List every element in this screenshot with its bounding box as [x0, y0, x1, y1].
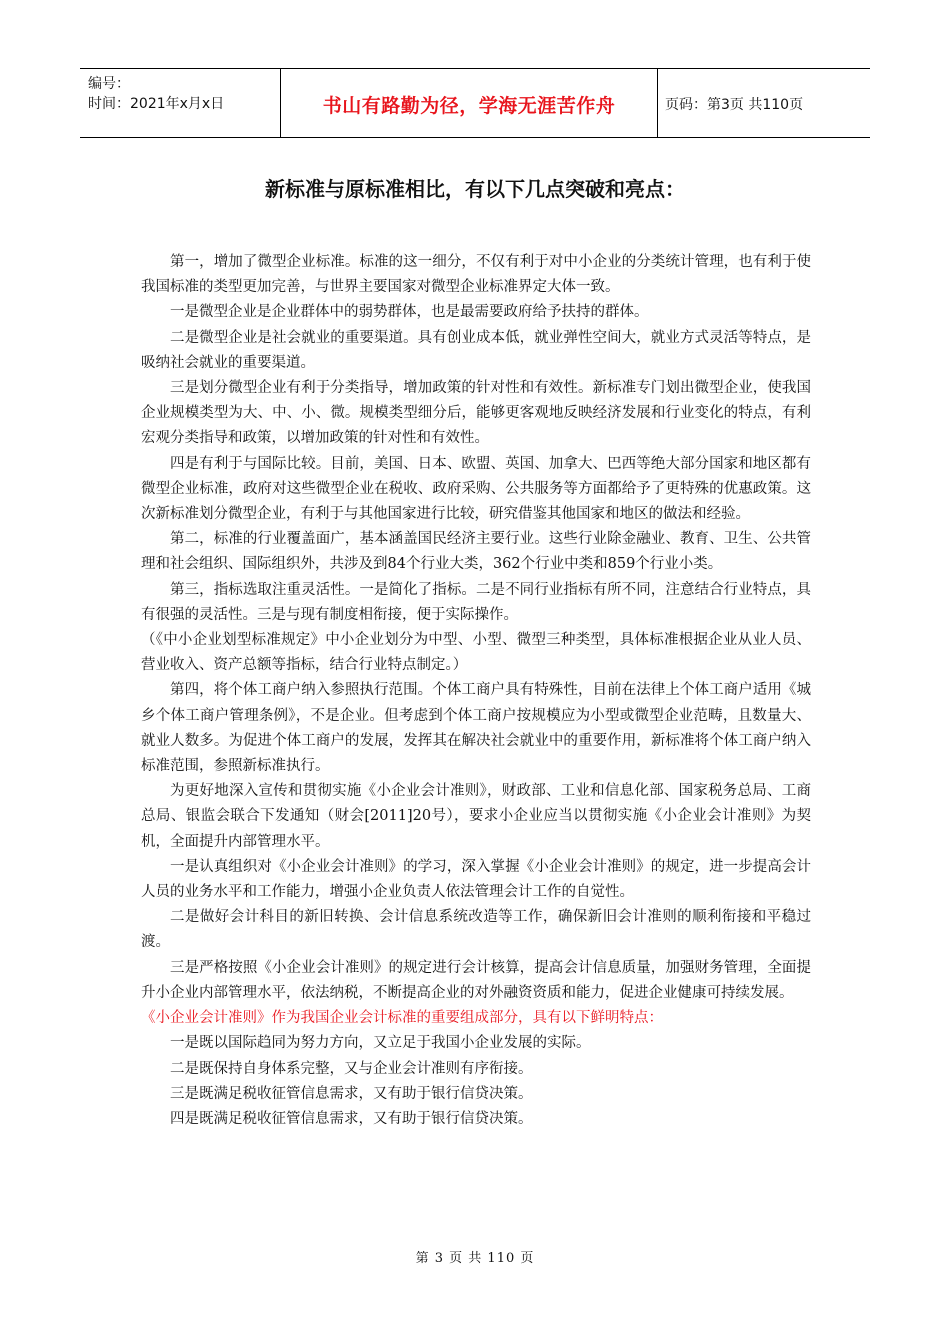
document-body [141, 250, 811, 1132]
page-info: 页码：第3页 共110页 [665, 97, 804, 113]
highlight-heading: 《小企业会计准则》作为我国企业会计标准的重要组成部分，具有以下鲜明特点： [141, 1010, 663, 1027]
header-page-cell [657, 69, 870, 137]
paragraph: 二是既保持自身体系完整，又与企业会计准则有序衔接。 [170, 1060, 533, 1077]
paragraph: 三是严格按照《小企业会计准则》的规定进行会计核算，提高会计信息质量，加强财务管理，全面提升小企业内部管理水平，依法纳税，不断提高企业的对外融资资质和能力，促进企业健康可持续发展。 [141, 959, 811, 1001]
paragraph: 第一，增加了微型企业标准。标准的这一细分，不仅有利于对中小企业的分类统计管理，也有利于使我国标准的类型更加完善，与世界主要国家对微型企业标准界定大体一致。 [141, 254, 811, 296]
page-footer: 第 3 页 共 110 页 [415, 1251, 535, 1266]
page-title: 新标准与原标准相比，有以下几点突破和亮点： [265, 177, 685, 201]
paragraph: 第三，指标选取注重灵活性。一是简化了指标。二是不同行业指标有所不同，注意结合行业特点，具有很强的灵活性。三是与现有制度相衔接，便于实际操作。 [141, 581, 811, 623]
header-motto-cell [280, 69, 658, 137]
paragraph: 为更好地深入宣传和贯彻实施《小企业会计准则》，财政部、工业和信息化部、国家税务总局、工商总局、银监会联合下发通知（财会[2011]20号），要求小企业应当以贯彻实施《小企业会计准则》为契机，全面提升内部管理水平。 [141, 783, 811, 850]
paragraph: 一是微型企业是企业群体中的弱势群体，也是最需要政府给予扶持的群体。 [170, 304, 649, 321]
number-label: 编号： [88, 76, 130, 92]
paragraph: 三是既满足税收征管信息需求，又有助于银行信贷决策。 [170, 1085, 533, 1102]
paragraph: 三是划分微型企业有利于分类指导，增加政策的针对性和有效性。新标准专门划出微型企业，使我国企业规模类型为大、中、小、微。规模类型细分后，能够更客观地反映经济发展和行业变化的特点，有利宏观分类指导和政策，以增加政策的针对性和有效性。 [141, 380, 811, 447]
paragraph: 第二，标准的行业覆盖面广，基本涵盖国民经济主要行业。这些行业除金融业、教育、卫生、公共管理和社会组织、国际组织外，共涉及到84个行业大类，362个行业中类和859个行业小类。 [141, 531, 811, 573]
motto-text: 书山有路勤为径，学海无涯苦作舟 [322, 95, 616, 117]
document-header [80, 68, 870, 138]
paragraph: 第四，将个体工商户纳入参照执行范围。个体工商户具有特殊性，目前在法律上个体工商户适用《城乡个体工商户管理条例》，不是企业。但考虑到个体工商户按规模应为小型或微型企业范畴，且数量大、就业人数多。为促进个体工商户的发展，发挥其在解决社会就业中的重要作用，新标准将个体工商户纳入标准范围，参照新标准执行。 [141, 682, 811, 775]
paragraph: 一是既以国际趋同为努力方向，又立足于我国小企业发展的实际。 [170, 1035, 591, 1052]
paragraph: 一是认真组织对《小企业会计准则》的学习，深入掌握《小企业会计准则》的规定，进一步提高会计人员的业务水平和工作能力，增强小企业负责人依法管理会计工作的自觉性。 [141, 858, 811, 901]
paragraph: 四是有利于与国际比较。目前，美国、日本、欧盟、英国、加拿大、巴西等绝大部分国家和地区都有微型企业标准，政府对这些微型企业在税收、政府采购、公共服务等方面都给予了更特殊的优惠政策。这次新标准划分微型企业，有利于与其他国家进行比较，研究借鉴其他国家和地区的做法和经验。 [141, 455, 811, 523]
paragraph-note: （《中小企业划型标准规定》中小企业划分为中型、小型、微型三种类型，具体标准根据企业从业人员、营业收入、资产总额等指标，结合行业特点制定。） [141, 632, 811, 674]
paragraph: 四是既满足税收征管信息需求，又有助于银行信贷决策。 [170, 1110, 533, 1127]
paragraph: 二是做好会计科目的新旧转换、会计信息系统改造等工作，确保新旧会计准则的顺利衔接和平稳过渡。 [141, 909, 811, 951]
time-label: 时间：2021年x月x日 [88, 96, 225, 112]
header-meta-cell [80, 69, 280, 137]
paragraph: 二是微型企业是社会就业的重要渠道。具有创业成本低，就业弹性空间大，就业方式灵活等特点，是吸纳社会就业的重要渠道。 [141, 329, 811, 371]
